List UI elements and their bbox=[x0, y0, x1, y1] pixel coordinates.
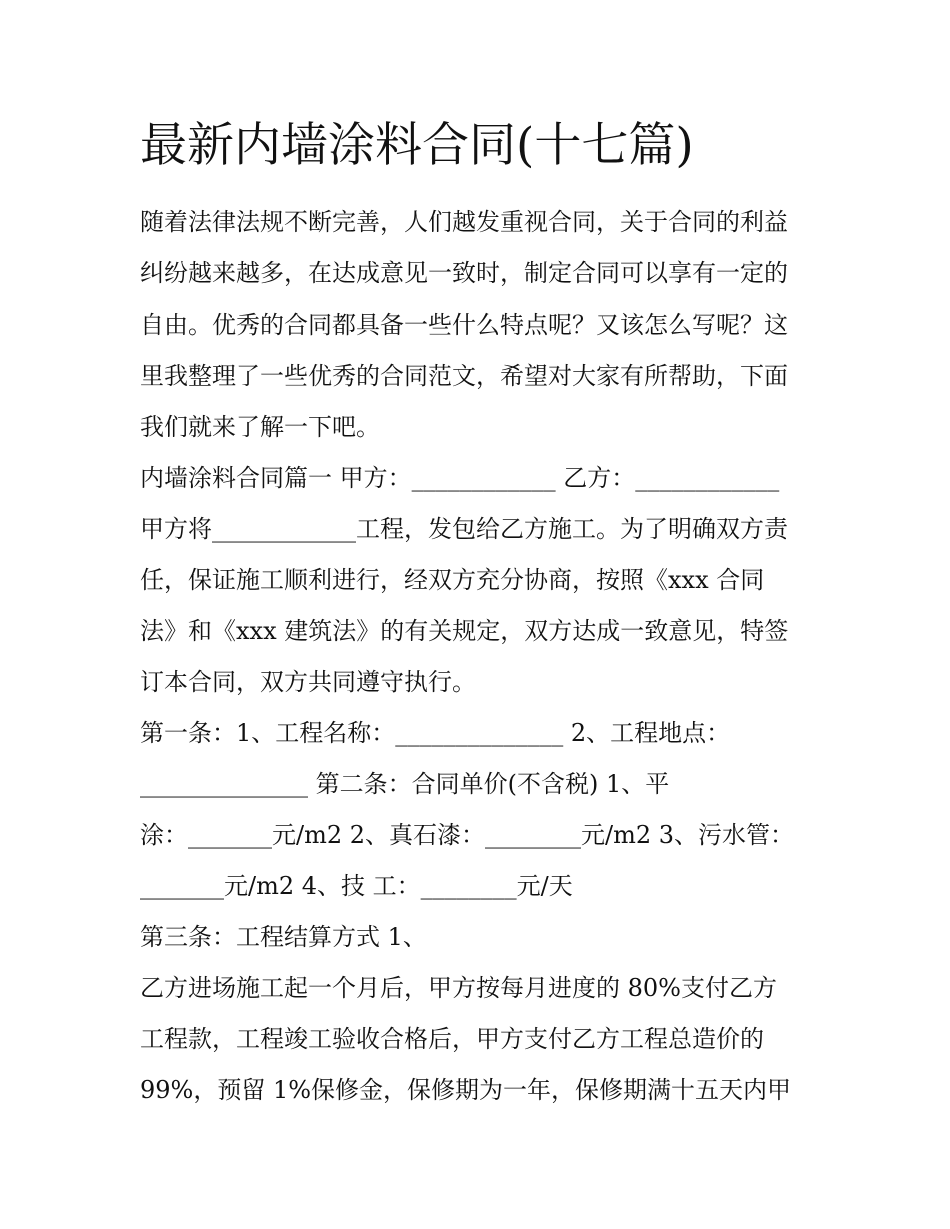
body-line-10: 订本合同，双方共同遵守执行。 bbox=[140, 668, 476, 696]
body-line-17: 工程款，工程竣工验收合格后，甲方支付乙方工程总造价的 bbox=[140, 1025, 764, 1053]
body-line-3: 自由。优秀的合同都具备一些什么特点呢？又该怎么写呢？这 bbox=[140, 311, 788, 339]
body-line-8: 任，保证施工顺利进行，经双方充分协商，按照《xxx 合同 bbox=[140, 566, 765, 594]
body-line-5: 我们就来了解一下吧。 bbox=[140, 413, 380, 441]
body-line-16: 乙方进场施工起一个月后，甲方按每月进度的 80%支付乙方 bbox=[140, 974, 777, 1002]
body-line-18: 99%，预留 1%保修金，保修期为一年，保修期满十五天内甲 bbox=[140, 1076, 792, 1104]
body-line-12: ______________ 第二条：合同单价(不含税) 1、平 bbox=[140, 770, 670, 798]
document-title: 最新内墙涂料合同(十七篇) bbox=[140, 118, 694, 173]
body-line-7: 甲方将____________工程，发包给乙方施工。为了明确双方责 bbox=[140, 515, 788, 543]
body-line-9: 法》和《xxx 建筑法》的有关规定，双方达成一致意见，特签 bbox=[140, 617, 789, 645]
body-line-13: 涂：_______元/m2 2、真石漆：________元/m2 3、污水管： bbox=[140, 821, 795, 849]
body-line-14: _______元/m2 4、技 工：________元/天 bbox=[140, 872, 573, 900]
body-line-2: 纠纷越来越多，在达成意见一致时，制定合同可以享有一定的 bbox=[140, 259, 788, 287]
body-line-11: 第一条：1、工程名称：______________ 2、工程地点： bbox=[140, 719, 731, 747]
body-line-4: 里我整理了一些优秀的合同范文，希望对大家有所帮助，下面 bbox=[140, 362, 788, 390]
body-line-1: 随着法律法规不断完善，人们越发重视合同，关于合同的利益 bbox=[140, 208, 788, 236]
body-line-6: 内墙涂料合同篇一 甲方：____________ 乙方：____________ bbox=[140, 464, 780, 492]
body-line-15: 第三条：工程结算方式 1、 bbox=[140, 923, 427, 951]
